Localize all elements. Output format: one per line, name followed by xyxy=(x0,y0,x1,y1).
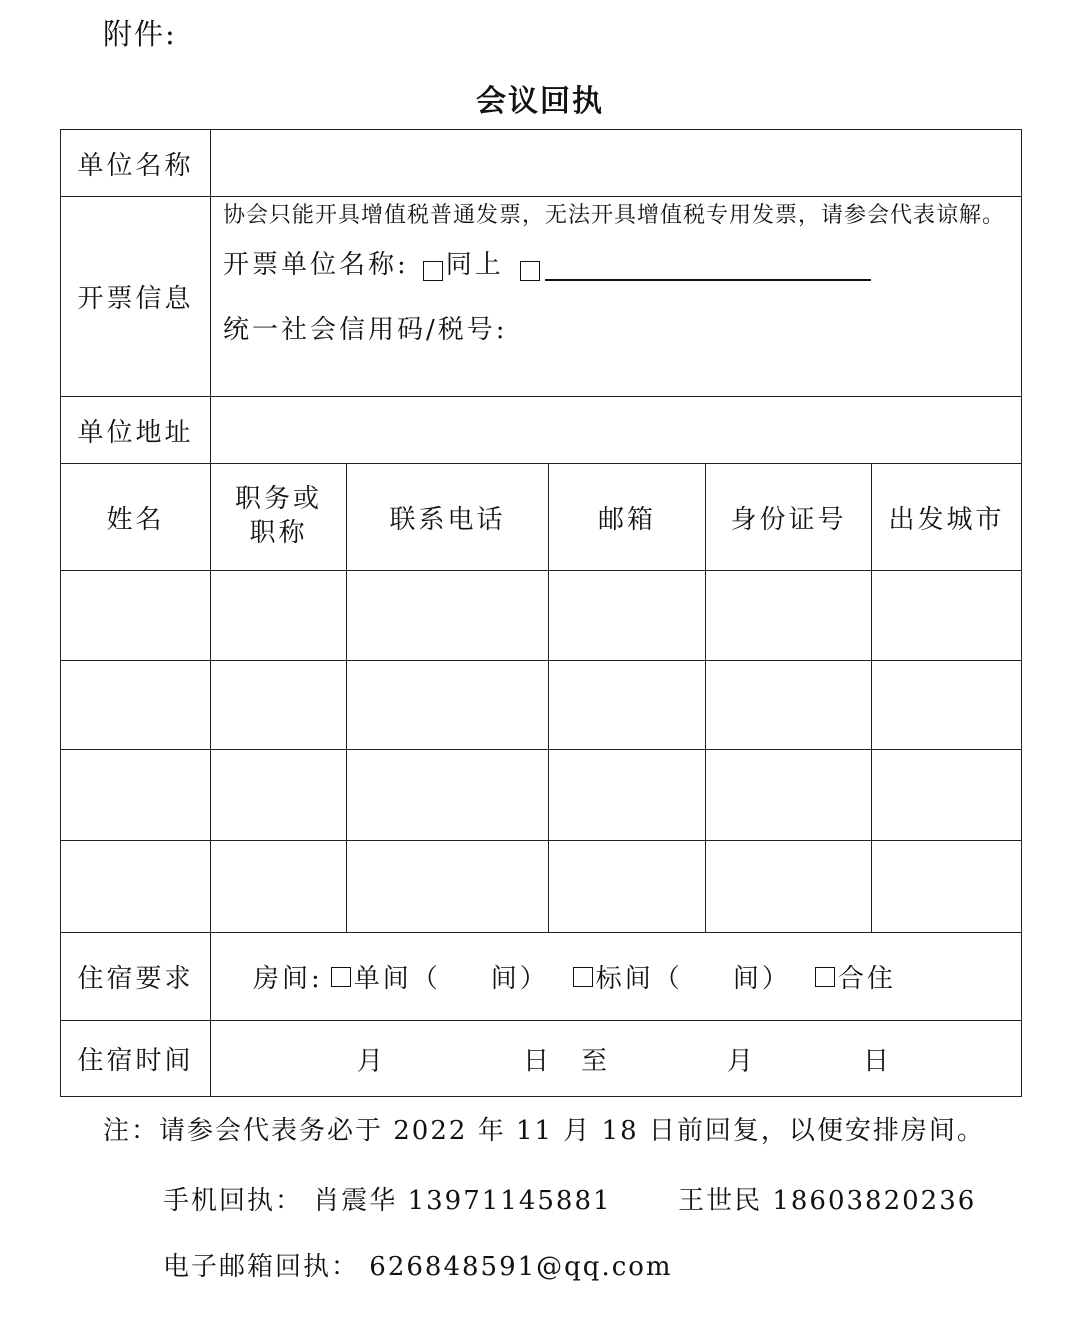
id-number-cell[interactable] xyxy=(706,841,872,933)
credit-code-label: 统一社会信用码/税号: xyxy=(223,315,508,345)
phone-cell[interactable] xyxy=(347,750,549,841)
attachment-label: 附件: xyxy=(103,17,177,51)
id-number-cell[interactable] xyxy=(706,661,872,750)
address-label: 单位地址 xyxy=(61,397,211,464)
same-as-above-label: 同上 xyxy=(445,250,504,280)
address-row xyxy=(61,397,1022,464)
stay-time-cell[interactable] xyxy=(211,1021,1022,1097)
invoice-unit-name-blank[interactable] xyxy=(545,263,871,281)
receipt-email: 626848591@qq.com xyxy=(369,1252,673,1282)
col-position-line2: 职称 xyxy=(249,518,308,548)
unit-name-field[interactable] xyxy=(211,130,1022,197)
email-receipt-line xyxy=(163,1246,673,1283)
invoice-notice: 协会只能开具增值税普通发票，无法开具增值税专用发票，请参会代表谅解。 xyxy=(223,203,1006,228)
id-number-cell[interactable] xyxy=(706,571,872,661)
accommodation-label: 住宿要求 xyxy=(61,933,211,1021)
single-room-label: 单间（ xyxy=(353,964,441,994)
attendee-row xyxy=(61,661,1022,750)
phone-cell[interactable] xyxy=(347,571,549,661)
email-cell[interactable] xyxy=(549,661,706,750)
col-phone: 联系电话 xyxy=(347,464,549,571)
col-email: 邮箱 xyxy=(549,464,706,571)
attendee-row xyxy=(61,750,1022,841)
receipt-form xyxy=(60,129,1022,1097)
contact2-name: 王世民 xyxy=(678,1186,763,1216)
position-cell[interactable] xyxy=(211,841,347,933)
unit-name-row xyxy=(61,130,1022,197)
invoice-label: 开票信息 xyxy=(61,197,211,397)
id-number-cell[interactable] xyxy=(706,750,872,841)
invoice-info-cell xyxy=(211,197,1022,397)
address-field[interactable] xyxy=(211,397,1022,464)
room-options-cell xyxy=(211,933,1022,1021)
attendee-header-row xyxy=(61,464,1022,571)
contact1-name: 肖震华 xyxy=(313,1186,398,1216)
attendee-row xyxy=(61,571,1022,661)
invoice-row xyxy=(61,197,1022,397)
shared-room-label: 合住 xyxy=(837,964,896,994)
phone-receipt-line xyxy=(163,1180,976,1217)
city-cell[interactable] xyxy=(872,571,1022,661)
shared-room-checkbox[interactable] xyxy=(815,967,835,987)
deadline-note: 注：请参会代表务必于 2022 年 11 月 18 日前回复，以便安排房间。 xyxy=(103,1116,985,1146)
position-cell[interactable] xyxy=(211,750,347,841)
phone-receipt-label: 手机回执： xyxy=(163,1186,304,1216)
twin-room-label: 标间（ xyxy=(595,964,683,994)
invoice-unit-name-label: 开票单位名称: xyxy=(223,250,409,280)
col-city: 出发城市 xyxy=(872,464,1022,571)
page-title: 会议回执 xyxy=(476,84,604,119)
email-receipt-label: 电子邮箱回执： xyxy=(163,1252,360,1282)
single-room-checkbox[interactable] xyxy=(331,967,351,987)
to-label: 至 xyxy=(581,1046,611,1076)
email-cell[interactable] xyxy=(549,750,706,841)
col-position xyxy=(211,464,347,571)
start-month-label: 月 xyxy=(357,1046,387,1076)
contact1-phone: 13971145881 xyxy=(407,1186,612,1216)
end-day-label: 日 xyxy=(863,1046,893,1076)
stay-time-row xyxy=(61,1021,1022,1097)
col-name: 姓名 xyxy=(61,464,211,571)
name-cell[interactable] xyxy=(61,661,211,750)
name-cell[interactable] xyxy=(61,571,211,661)
start-day-label: 日 xyxy=(523,1046,553,1076)
twin-room-unit: 间） xyxy=(732,964,791,994)
room-options xyxy=(253,958,1021,995)
room-prefix: 房间: xyxy=(253,964,323,994)
unit-name-label: 单位名称 xyxy=(61,130,211,197)
invoice-unit-line xyxy=(223,244,1011,281)
col-position-line1: 职务或 xyxy=(234,484,322,515)
name-cell[interactable] xyxy=(61,841,211,933)
attendee-row xyxy=(61,841,1022,933)
twin-room-checkbox[interactable] xyxy=(573,967,593,987)
accommodation-row xyxy=(61,933,1022,1021)
email-cell[interactable] xyxy=(549,841,706,933)
single-room-unit: 间） xyxy=(490,964,549,994)
end-month-label: 月 xyxy=(727,1046,757,1076)
col-id-number: 身份证号 xyxy=(706,464,872,571)
name-cell[interactable] xyxy=(61,750,211,841)
email-cell[interactable] xyxy=(549,571,706,661)
same-as-above-checkbox[interactable] xyxy=(423,261,443,281)
city-cell[interactable] xyxy=(872,841,1022,933)
contact2-phone: 18603820236 xyxy=(772,1186,977,1216)
phone-cell[interactable] xyxy=(347,841,549,933)
other-unit-checkbox[interactable] xyxy=(520,261,540,281)
position-cell[interactable] xyxy=(211,571,347,661)
city-cell[interactable] xyxy=(872,661,1022,750)
stay-time-label: 住宿时间 xyxy=(61,1021,211,1097)
city-cell[interactable] xyxy=(872,750,1022,841)
position-cell[interactable] xyxy=(211,661,347,750)
phone-cell[interactable] xyxy=(347,661,549,750)
